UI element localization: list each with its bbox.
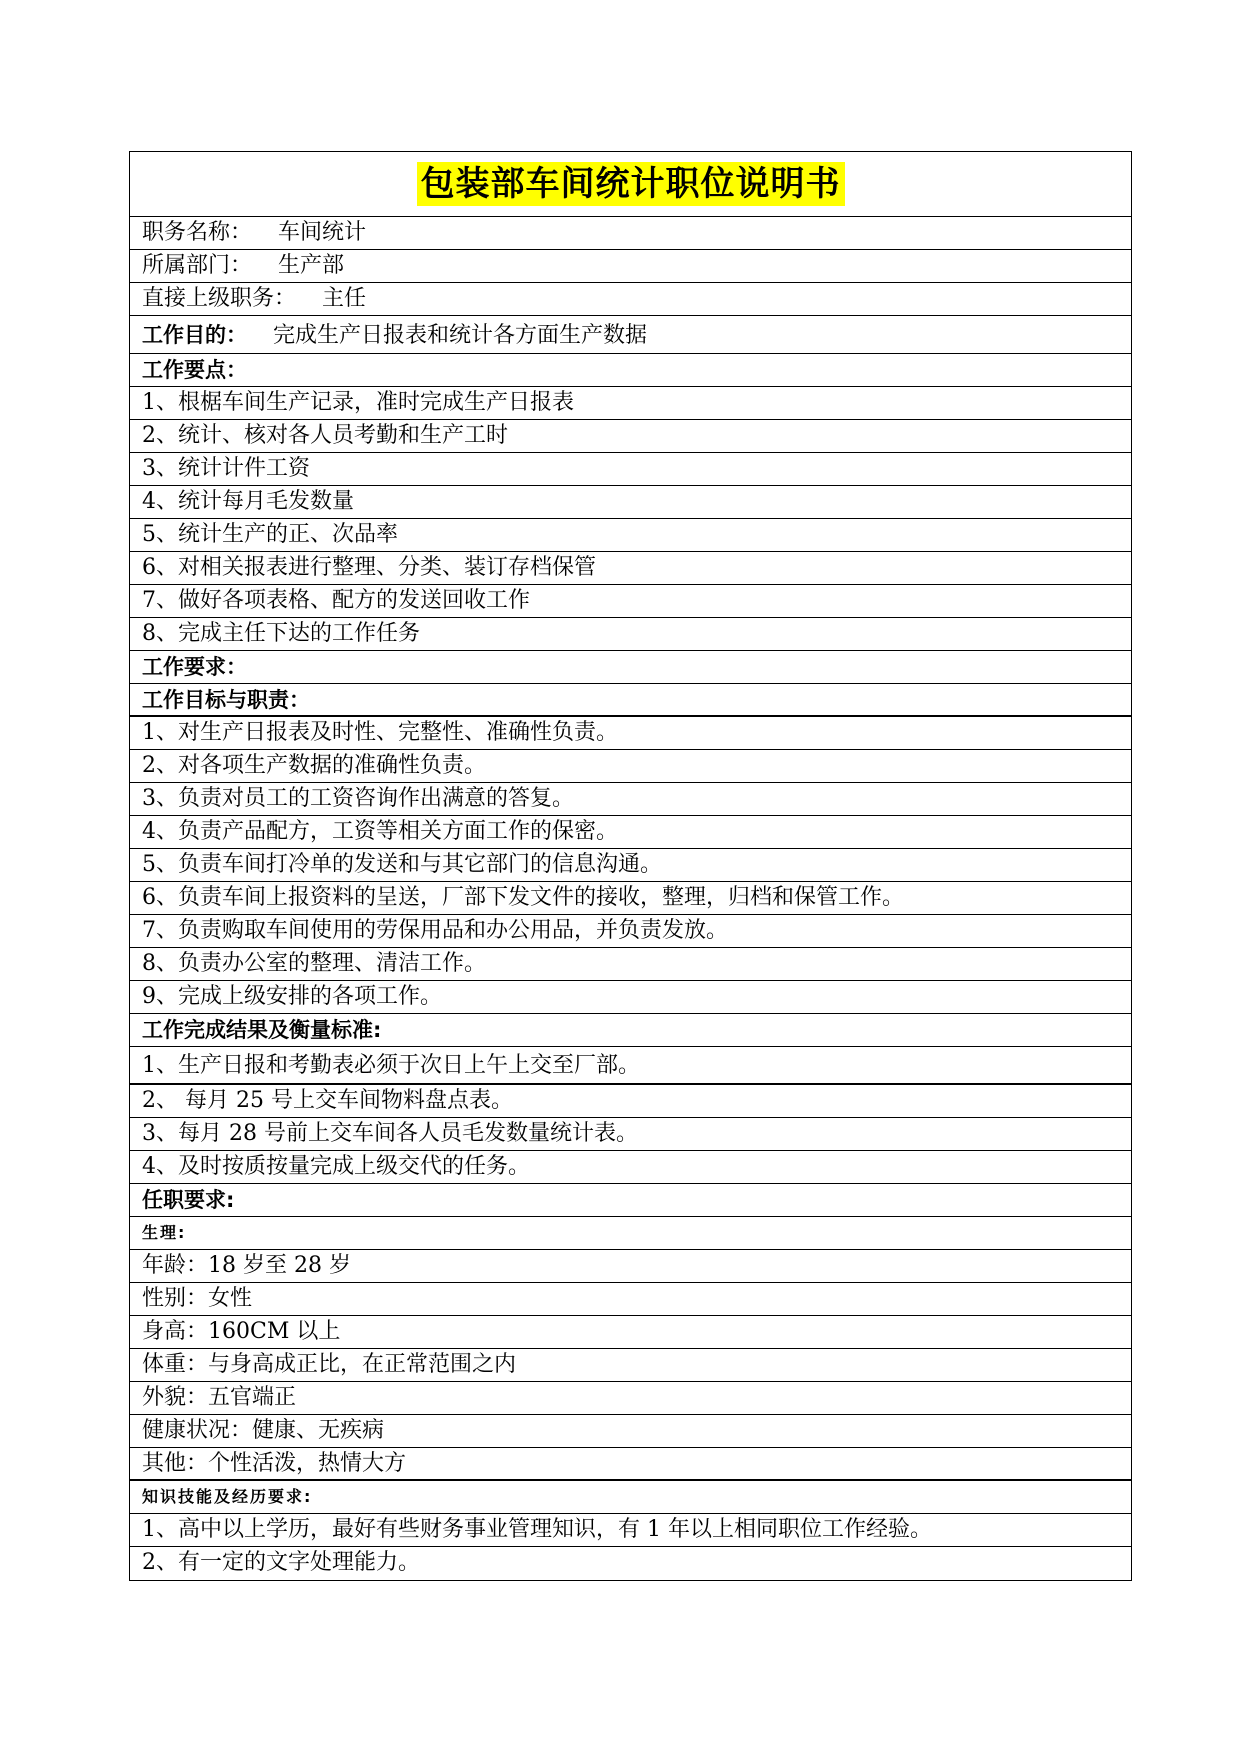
responsibility-item: 2、对各项生产数据的准确性负责。 [130,750,1131,783]
job-title-value: 车间统计 [278,220,367,245]
responsibility-item: 1、对生产日报表及时性、完整性、准确性负责。 [130,717,1131,750]
requirements-heading: 工作要求： [130,651,1131,684]
title-row [130,152,1131,217]
key-point-item: 5、统计生产的正、次品率 [130,519,1131,552]
physical-item: 体重：与身高成正比，在正常范围之内 [130,1349,1131,1382]
job-title-row [130,217,1131,250]
physical-item: 其他：个性活泼，热情大方 [130,1448,1131,1481]
department-row [130,250,1131,283]
department-value: 生产部 [278,253,345,278]
key-point-item: 2、统计、核对各人员考勤和生产工时 [130,420,1131,453]
physical-item: 年龄：18 岁至 28 岁 [130,1250,1131,1283]
key-point-item: 8、完成主任下达的工作任务 [130,618,1131,651]
purpose-label: 工作目的： [142,323,247,347]
qualifications-heading: 任职要求: [130,1184,1131,1217]
responsibility-item: 5、负责车间打冷单的发送和与其它部门的信息沟通。 [130,849,1131,882]
results-heading: 工作完成结果及衡量标准: [130,1014,1131,1047]
responsibility-item: 3、负责对员工的工资咨询作出满意的答复。 [130,783,1131,816]
result-item: 1、生产日报和考勤表必须于次日上午上交至厂部。 [130,1047,1131,1085]
physical-heading: 生理: [130,1217,1131,1250]
purpose-value: 完成生产日报表和统计各方面生产数据 [273,323,648,348]
knowledge-heading: 知识技能及经历要求: [130,1481,1131,1514]
physical-item: 健康状况：健康、无疾病 [130,1415,1131,1448]
key-point-item: 7、做好各项表格、配方的发送回收工作 [130,585,1131,618]
job-description-table [129,151,1132,1581]
key-point-item: 4、统计每月毛发数量 [130,486,1131,519]
key-point-item: 3、统计计件工资 [130,453,1131,486]
key-point-item: 1、根椐车间生产记录，准时完成生产日报表 [130,387,1131,420]
key-points-heading: 工作要点： [130,354,1131,387]
superior-row [130,283,1131,316]
responsibility-item: 6、负责车间上报资料的呈送，厂部下发文件的接收，整理，归档和保管工作。 [130,882,1131,915]
responsibility-item: 8、负责办公室的整理、清洁工作。 [130,948,1131,981]
purpose-row [130,316,1131,354]
department-label: 所属部门： [142,253,253,278]
physical-item: 性别：女性 [130,1283,1131,1316]
responsibilities-heading: 工作目标与职责： [130,684,1131,717]
physical-item: 外貌：五官端正 [130,1382,1131,1415]
knowledge-item: 2、有一定的文字处理能力。 [142,1550,420,1575]
responsibility-item: 7、负责购取车间使用的劳保用品和办公用品，并负责发放。 [130,915,1131,948]
superior-label: 直接上级职务： [142,286,297,311]
result-item: 3、每月 28 号前上交车间各人员毛发数量统计表。 [130,1118,1131,1151]
responsibility-item: 4、负责产品配方，工资等相关方面工作的保密。 [130,816,1131,849]
physical-item: 身高：160CM 以上 [130,1316,1131,1349]
job-title-label: 职务名称： [142,220,253,245]
result-item: 4、及时按质按量完成上级交代的任务。 [130,1151,1131,1184]
superior-value: 主任 [322,286,367,311]
result-item: 2、 每月 25 号上交车间物料盘点表。 [130,1085,1131,1118]
knowledge-item: 1、高中以上学历，最好有些财务事业管理知识，有 1 年以上相同职位工作经验。 [130,1514,1131,1547]
responsibility-item: 9、完成上级安排的各项工作。 [130,981,1131,1014]
document-title: 包装部车间统计职位说明书 [417,162,845,206]
key-point-item: 6、对相关报表进行整理、分类、装订存档保管 [130,552,1131,585]
